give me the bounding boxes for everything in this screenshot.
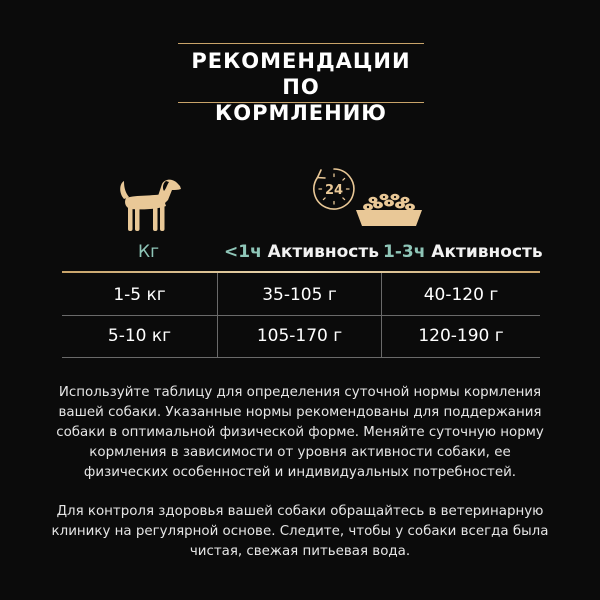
health-advice-paragraph: [40, 502, 560, 562]
paragraph-line: Используйте таблицу для определения суточной нормы кормления: [58, 385, 542, 400]
clock-24-icon: [311, 166, 357, 212]
paragraph-line: кормления в зависимости от уровня активности собаки, ее: [89, 445, 511, 460]
dog-icon: [114, 178, 184, 234]
paragraph-line: собаки в оптимальной физической форме. Меняйте суточную норму: [56, 425, 544, 440]
table-cell-high-activity: 120-190 г: [418, 326, 504, 346]
paragraph-line: физических особенностей и индивидуальных потребностей.: [83, 465, 517, 480]
page-title-line-2: КОРМЛЕНИЮ: [215, 101, 387, 125]
paragraph-line: клинику на регулярной основе. Следите, чтобы у собаки всегда была: [51, 524, 549, 539]
table-cell-high-activity: 40-120 г: [423, 285, 499, 305]
header-activity-under-1h-text: Активность: [261, 242, 379, 262]
row-divider: [62, 315, 540, 316]
paragraph-line: чистая, свежая питьевая вода.: [189, 544, 411, 559]
header-activity-under-1h-prefix: <1ч: [224, 242, 262, 262]
table-cell-low-activity: 105-170 г: [256, 326, 343, 346]
food-bowl-icon: [354, 192, 424, 228]
header-kg: Кг: [138, 242, 160, 262]
table-cell-weight: 5-10 кг: [107, 326, 172, 346]
page-title: [178, 43, 424, 125]
paragraph-line: Для контроля здоровья вашей собаки обращайтесь в ветеринарную: [56, 504, 544, 519]
paragraph-line: вашей собаки. Указанные нормы рекомендованы для поддержания: [58, 405, 542, 420]
header-divider: [62, 271, 540, 273]
feeding-instructions-paragraph: [40, 383, 560, 483]
header-activity-under-1h: [224, 242, 379, 262]
table-cell-weight: 1-5 кг: [113, 285, 166, 305]
clock-label: 24: [324, 183, 344, 198]
table-cell-low-activity: 35-105 г: [262, 285, 337, 305]
header-activity-1-3h-prefix: 1-3ч: [383, 242, 426, 262]
page-title-line-1: РЕКОМЕНДАЦИИ ПО: [191, 49, 411, 99]
header-activity-1-3h: [383, 242, 543, 262]
header-activity-1-3h-text: Активность: [425, 242, 543, 262]
table-bottom-border: [62, 357, 540, 358]
